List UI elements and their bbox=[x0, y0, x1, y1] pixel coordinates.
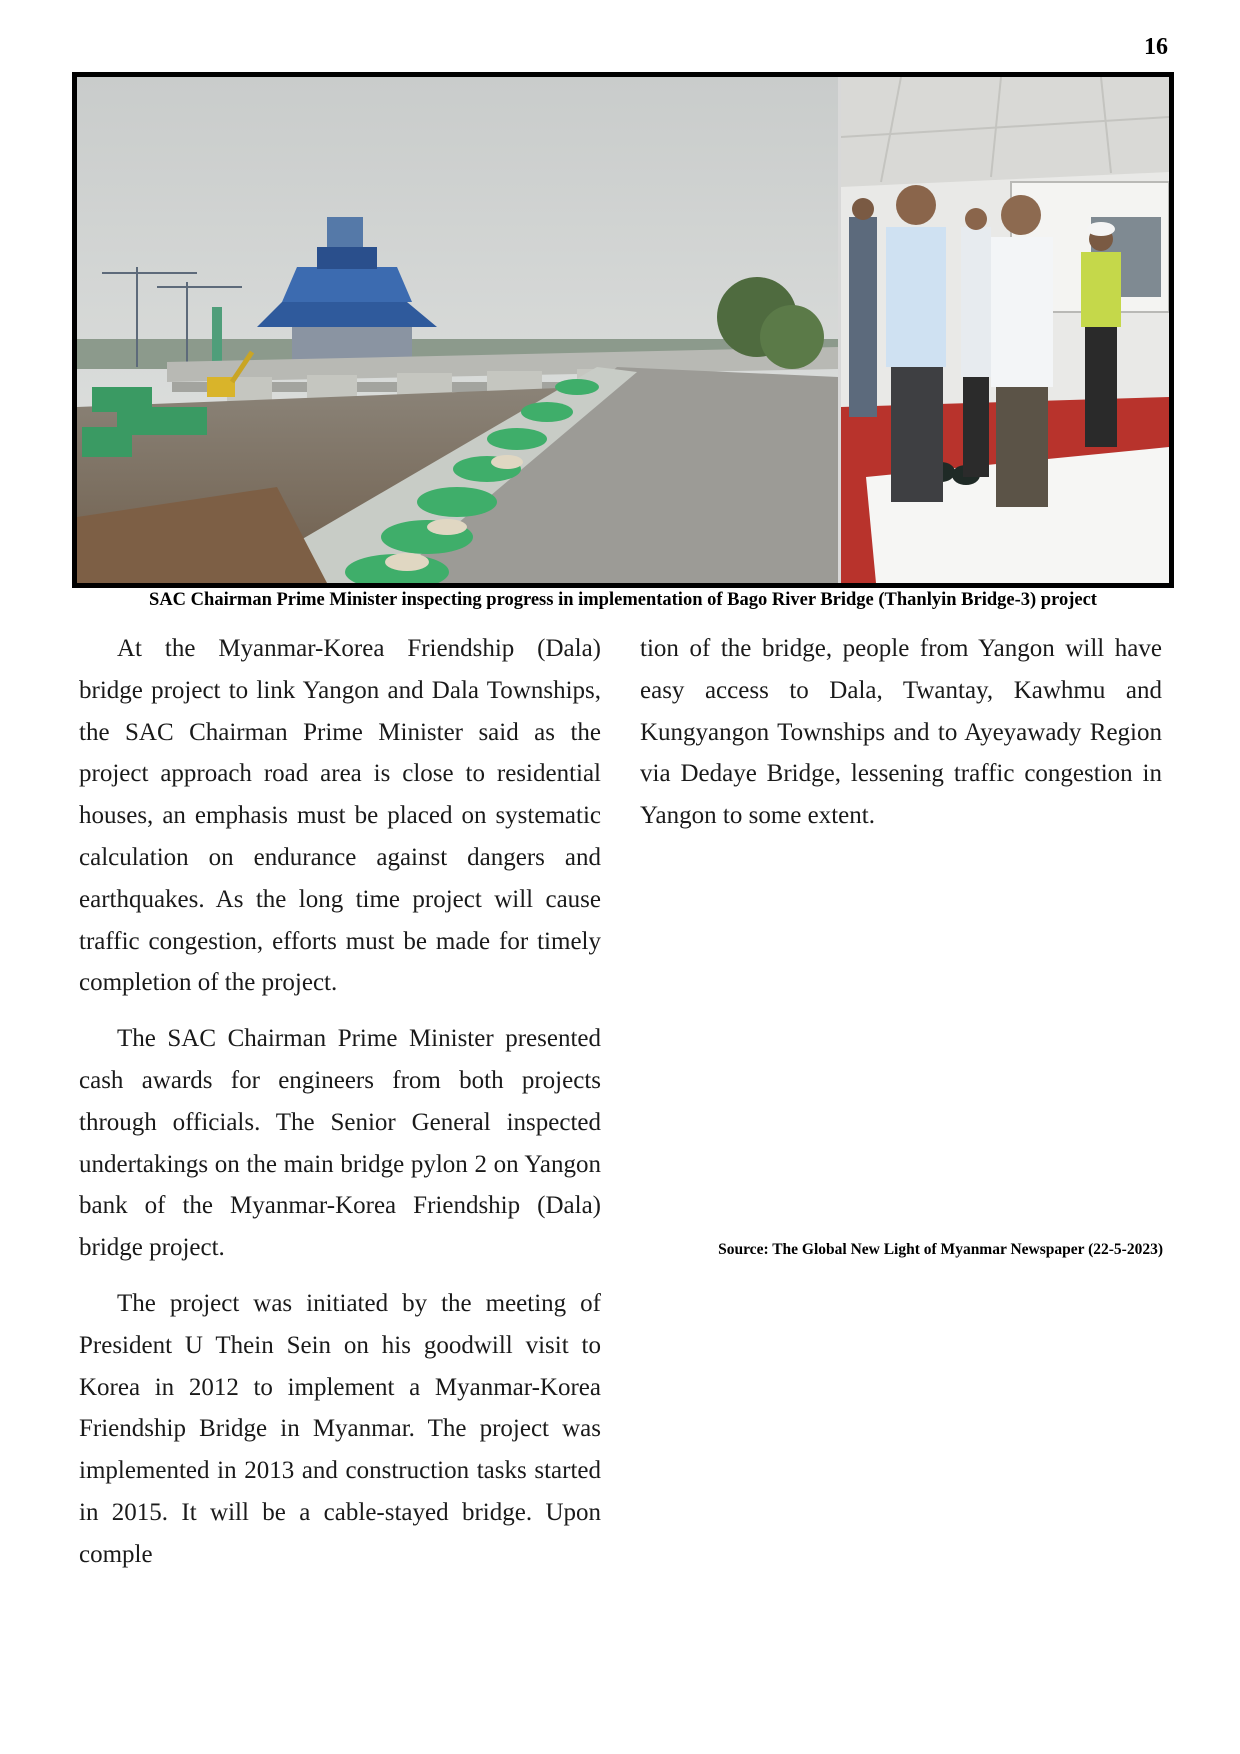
article-paragraph: The project was initiated by the meeting of President U Thein Sein on his goodwill visit to Korea in 2012 to implement a Myanmar-Korea Friendship Bridge in Myanmar. The project was implemented in 2013 and construction tasks started in 2015. It will be a cable-stayed bridge. Upon comple bbox=[79, 1289, 601, 1568]
figure-caption: SAC Chairman Prime Minister inspecting progress in implementation of Bago River Bridge (Thanlyin Bridge-3) project bbox=[149, 590, 1097, 610]
article-left-column bbox=[79, 628, 601, 1590]
figure-photo-frame bbox=[72, 72, 1174, 588]
article-paragraph-continued: tion of the bridge, people from Yangon will have easy access to Dala, Twantay, Kawhmu and Kungyangon Townships and to Ayeyawady Region via Dedaye Bridge, lessening traffic congestion in Yangon to some extent. bbox=[640, 635, 1162, 830]
bridge-construction-image bbox=[77, 77, 838, 583]
bridge-construction-photo bbox=[77, 77, 841, 583]
source-credit: Source: The Global New Light of Myanmar Newspaper (22-5-2023) bbox=[718, 1241, 1163, 1258]
page-number: 16 bbox=[1144, 34, 1168, 60]
article-paragraph: The SAC Chairman Prime Minister presented cash awards for engineers from both projects through officials. The Senior General inspected undertakings on the main bridge pylon 2 on Yangon bank of the Myanmar-Korea Friendship (Dala) bridge project. bbox=[79, 1025, 601, 1262]
article-paragraph: At the Myanmar-Korea Friendship (Dala) bridge project to link Yangon and Dala Townships, the SAC Chairman Prime Minister said as the project approach road area is close to residential houses, an emphasis must be placed on systematic calculation on endurance against dangers and earthquakes. As the long time project will cause traffic congestion, efforts must be made for timely completion of the project. bbox=[79, 635, 601, 997]
officials-inspection-photo bbox=[841, 77, 1169, 583]
article-right-column bbox=[640, 628, 1162, 851]
officials-inspection-image bbox=[841, 77, 1169, 583]
